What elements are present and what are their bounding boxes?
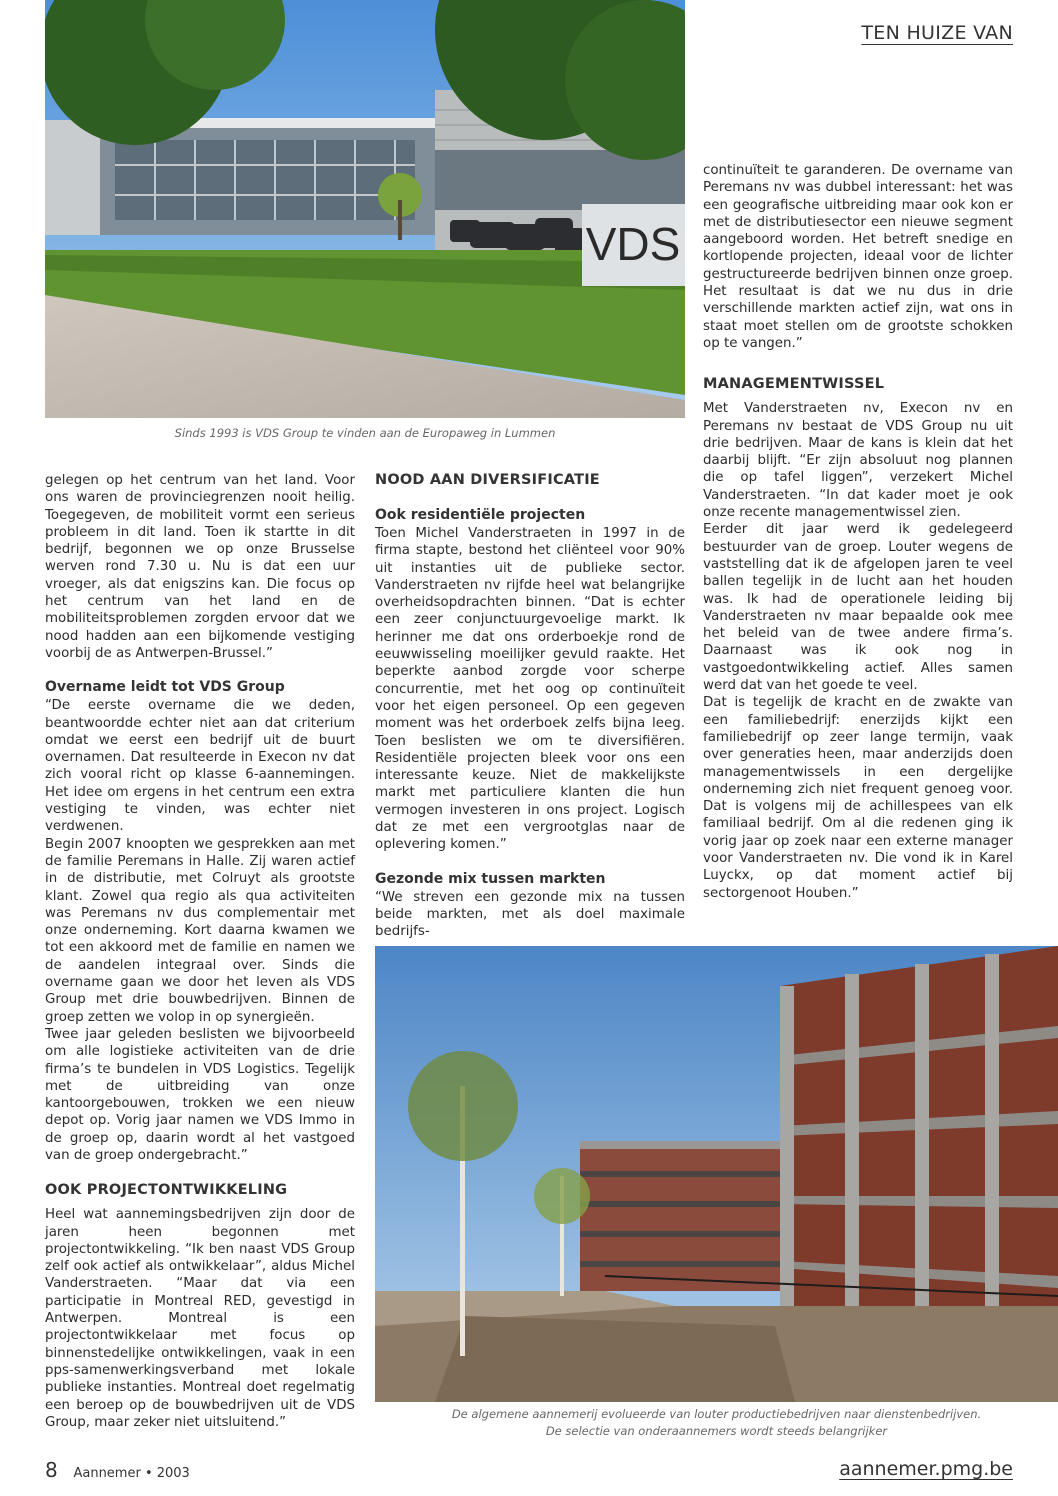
paragraph: Twee jaar geleden beslisten we bijvoorbeeld om alle logistieke activiteiten van de drie firma’s te bundelen in VDS Logistics. Tegelijk met de uitbreiding van onze kantoorgebouwen, trokken we een nieuw depot op. Vorig jaar namen we VDS Immo in de groep op, daarin wordt al het vastgoed van de groep ondergebracht.” [45,1026,355,1163]
paragraph: Met Vanderstraeten nv, Execon nv en Peremans nv bestaat de VDS Group nu uit drie bedrijven. Maar de kans is klein dat het daarbij blijft. “Er zijn absoluut nog plannen die op tafel liggen”, verzekert Michel Vanderstraeten. “In dat kader moet je ook onze recente managementwissel zien. [703,401,1013,521]
paragraph: Eerder dit jaar werd ik gedelegeerd bestuurder van de groep. Louter wegens de vaststelling dat ik de afgelopen jaren te veel ballen tegelijk in de lucht aan het houden was. Ik had de operationele leiding bij Vanderstraeten nv maar bepaalde ook mee het beleid van de twee andere firma’s. Daarnaast was ik ook nog in vastgoedontwikkeling actief. Alles samen werd dat van het goede te veel. [703,522,1013,694]
section-tag: TEN HUIZE VAN [861,22,1013,44]
caption-line-2: De selectie van onderaannemers wordt steeds belangrijker [545,1424,888,1438]
residential-illustration [375,946,1058,1402]
footer-left [45,1458,190,1482]
vds-sign-text: VDS [585,218,681,270]
column-1 [45,472,355,1431]
caption-bottom-photo [375,1406,1058,1440]
paragraph: Dat is tegelijk de kracht en de zwakte van een familiebedrijf: enerzijds kijkt een familiebedrijf op zeer lange termijn, vaak over generaties heen, maar anderzijds doen managementwissels in een dergelijke onderneming zich niet frequent genoeg voor. Dat is volgens mij de achillespees van elk familiaal bedrijf. Om al die redenen ging ik vorig jaar op zoek naar een externe manager voor Vanderstraeten nv. Die vond ik in Karel Luyckx, op dat moment actief bij sectorgenoot Houben.” [703,695,1013,901]
caption-top-photo: Sinds 1993 is VDS Group te vinden aan de Europaweg in Lummen [174,426,556,440]
photo-vds-headquarters [45,0,685,418]
paragraph: “We streven een gezonde mix na tussen beide markten, met als doel maximale bedrijfs- [375,889,685,940]
page-number: 8 [45,1458,58,1482]
paragraph: continuïteit te garanderen. De overname van Peremans nv was dubbel interessant: het was een geografische uitbreiding maar ook kon er met de distributiesector een nieuwe segment aangeboord worden. Het betreft snedige en kortlopende projecten, ideaal voor de lichter gestructureerde bedrijven binnen onze groep. Het resultaat is dat we nu dus in drie verschillende markten actief zijn, wat ons in staat moet stellen om de grootste schokken op te vangen.” [703,163,1013,351]
paragraph: gelegen op het centrum van het land. Voor ons waren de provinciegrenzen nooit heilig. Toegegeven, de mobiliteit vormt een serieus probleem in dit land. Toen ik startte in dit bedrijf, begonnen we op onze Brusselse werven rond 7.30 u. Nu is dat een uur vroeger, als dat enigszins kan. Die focus op het centrum van het land en de mobiliteitsproblemen zorgden ervoor dat we nood hadden aan een bijkomende vestiging voorbij de as Antwerpen-Brussel.” [45,473,355,661]
footer-url-link[interactable]: aannemer.pmg.be [839,1458,1013,1480]
photo-residential-project [375,946,1058,1402]
paragraph: “De eerste overname die we deden, beantwoordde echter niet aan dat criterium omdat we eerst een bedrijf uit de buurt overnamen. Dat resulteerde in Execon nv dat zich vooral richt op klasse 6-aannemingen. Het idee om ergens in het centrum een extra vestiging te vinden, was echter niet verdwenen. [45,698,355,835]
paragraph: Toen Michel Vanderstraeten in 1997 in de firma stapte, bestond het cliënteel voor 90% uit instanties uit de publieke sector. Vanderstraeten nv rijfde heel wat belangrijke overheidsopdrachten binnen. “Dat is echter een zeer conjunctuurgevoelige markt. Ik herinner me dat ons orderboekje rond de eeuwwisseling moeilijker gevuld raakte. Het beperkte aanbod zorgde voor scherpe concurrentie, met het oog op continuïteit voor het eigen personeel. Op een gegeven moment was het orderboek zelfs bijna leeg. Toen beslisten we om te diversifiëren. Residentiële projecten bleek voor ons een interessante keuze. Niet de makkelijkste markt met particuliere klanten die hun vermogen investeren in ons project. Logisch dat ze met een vergrootglas naar de oplevering komen.” [375,526,685,853]
paragraph: Heel wat aannemingsbedrijven zijn door de jaren heen begonnen met projectontwikkeling. “Ik ben naast VDS Group zelf ook actief als ontwikkelaar”, aldus Michel Vanderstraeten. “Maar dat via een participatie in Montreal RED, gevestigd in Antwerpen. Montreal is een projectontwikkelaar met focus op binnenstedelijke ontwikkelingen, vaak in een pps-samenwerkingsverband met lokale publieke instanties. Montreal doet regelmatig een beroep op de bouwbedrijven uit de VDS Group, maar zeker niet uitsluitend.” [45,1207,355,1430]
heading-ook-projectontwikkeling: OOK PROJECTONTWIKKELING [45,1182,288,1199]
subheading-overname: Overname leidt tot VDS Group [45,679,285,696]
magazine-issue: Aannemer • 2003 [73,1466,190,1481]
paragraph: Begin 2007 knoopten we gesprekken aan met de familie Peremans in Halle. Zij waren actief in de distributie, met Colruyt als grootste klant. Zowel qua regio als qua activiteiten was Peremans nv dus complementair met onze onderneming. Kort daarna kwamen we tot een akkoord met de familie en namen we de aandelen integraal over. Sinds die overname gaan we door het leven als VDS Group met drie bouwbedrijven. Binnen de groep zetten we volop in op synergieën. [45,836,355,1025]
caption-line-1: De algemene aannemerij evolueerde van louter productiebedrijven naar dienstenbedrijven. [451,1407,982,1421]
subheading-residentiele-projecten: Ook residentiële projecten [375,507,586,523]
column-3 [703,162,1013,902]
headquarters-illustration [45,0,685,418]
heading-managementwissel: MANAGEMENTWISSEL [703,376,885,393]
heading-nood-aan-diversificatie: NOOD AAN DIVERSIFICATIE [375,472,600,488]
column-2 [375,470,685,941]
subheading-gezonde-mix: Gezonde mix tussen markten [375,870,606,887]
